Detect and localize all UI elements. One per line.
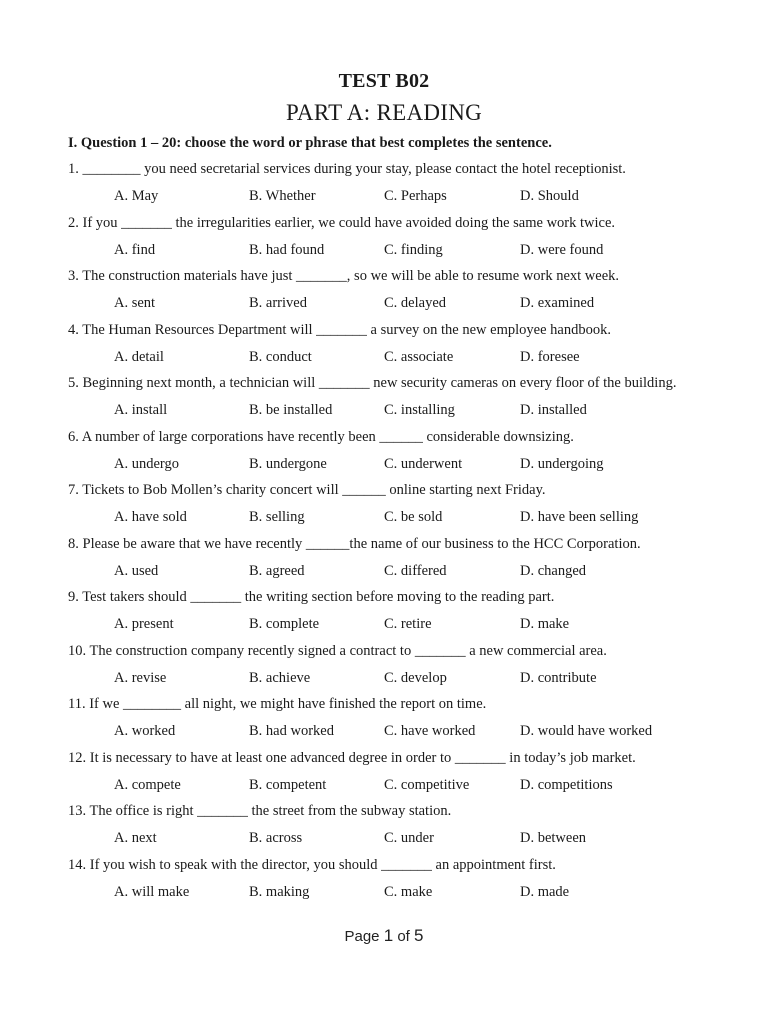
answer-option-c: C. finding: [384, 241, 443, 258]
question-item: [68, 212, 748, 266]
answer-option-c: C. associate: [384, 348, 454, 365]
answer-option-b: B. had found: [249, 241, 325, 258]
answer-options: [68, 456, 748, 476]
of-word: of: [397, 928, 410, 945]
answer-option-a: A. will make: [114, 883, 190, 900]
answer-option-b: B. across: [249, 830, 303, 846]
answer-option-c: C. under: [384, 830, 434, 846]
answer-options: [68, 509, 748, 529]
current-page-number: 1: [383, 926, 394, 945]
answer-option-d: D. would have worked: [520, 723, 653, 739]
answer-option-a: A. May: [114, 188, 159, 204]
total-pages-number: 5: [414, 926, 424, 945]
page-footer: [0, 926, 768, 946]
answer-option-b: B. Whether: [249, 188, 316, 204]
question-item: [68, 854, 748, 908]
question-text: 1. ________ you need secretarial services during your stay, please contact the hotel receptionist.: [68, 161, 626, 177]
question-item: [68, 319, 748, 373]
answer-option-a: A. compete: [114, 776, 181, 793]
answer-options: [68, 884, 748, 904]
answer-options: [68, 563, 748, 583]
answer-options: [68, 616, 748, 636]
answer-option-d: D. were found: [520, 241, 604, 258]
part-title: PART A: READING: [285, 100, 483, 125]
question-list: [68, 158, 748, 907]
answer-option-b: B. making: [249, 883, 310, 900]
answer-options: [68, 402, 748, 422]
answer-option-d: D. Should: [520, 188, 579, 204]
answer-options: [68, 670, 748, 690]
answer-options: [68, 349, 748, 369]
question-text: 3. The construction materials have just _______, so we will be able to resume work next week.: [68, 268, 619, 284]
answer-option-d: D. make: [520, 616, 570, 632]
answer-option-d: D. examined: [520, 295, 595, 311]
question-item: [68, 533, 748, 587]
answer-option-c: C. develop: [384, 669, 447, 686]
answer-option-b: B. be installed: [249, 402, 333, 418]
question-item: [68, 265, 748, 319]
answer-option-d: D. installed: [520, 402, 587, 418]
answer-option-c: C. differed: [384, 562, 447, 579]
answer-option-a: A. worked: [114, 723, 176, 739]
answer-option-b: B. achieve: [249, 669, 311, 686]
answer-option-a: A. undergo: [114, 455, 179, 472]
answer-option-c: C. competitive: [384, 776, 470, 793]
question-text: 5. Beginning next month, a technician will _______ new security cameras on every floor of the building.: [68, 375, 677, 391]
answer-option-a: A. find: [114, 241, 156, 258]
page-word: Page: [344, 928, 380, 945]
answer-option-d: D. contribute: [520, 669, 597, 686]
question-text: 2. If you _______ the irregularities earlier, we could have avoided doing the same work twice.: [68, 214, 616, 231]
question-text: 6. A number of large corporations have recently been ______ considerable downsizing.: [68, 428, 574, 445]
answer-option-c: C. be sold: [384, 509, 443, 525]
answer-options: [68, 777, 748, 797]
answer-options: [68, 242, 748, 262]
answer-option-a: A. have sold: [114, 509, 187, 525]
answer-option-b: B. conduct: [249, 348, 312, 365]
answer-option-a: A. install: [114, 402, 168, 418]
question-item: [68, 800, 748, 854]
question-text: 9. Test takers should _______ the writing section before moving to the reading part.: [68, 589, 555, 605]
answer-option-a: A. revise: [114, 669, 167, 686]
answer-option-b: B. agreed: [249, 562, 305, 579]
answer-option-d: D. made: [520, 883, 570, 900]
answer-option-b: B. had worked: [249, 723, 334, 739]
question-text: 13. The office is right _______ the street from the subway station.: [68, 803, 452, 819]
answer-option-d: D. foresee: [520, 348, 580, 365]
answer-options: [68, 188, 748, 208]
answer-option-b: B. undergone: [249, 455, 327, 472]
answer-option-c: C. delayed: [384, 295, 447, 311]
question-item: [68, 372, 748, 426]
answer-option-d: D. changed: [520, 562, 587, 579]
question-item: [68, 426, 748, 480]
answer-options: [68, 295, 748, 315]
question-text: 11. If we ________ all night, we might have finished the report on time.: [68, 696, 487, 712]
question-item: [68, 747, 748, 801]
question-text: 4. The Human Resources Department will _______ a survey on the new employee handbook.: [68, 321, 611, 338]
answer-option-a: A. used: [114, 562, 159, 579]
question-item: [68, 479, 748, 533]
question-item: [68, 158, 748, 212]
answer-option-c: C. make: [384, 883, 433, 900]
question-item: [68, 693, 748, 747]
answer-option-c: C. Perhaps: [384, 188, 447, 204]
question-text: 7. Tickets to Bob Mollen’s charity concert will ______ online starting next Friday.: [68, 482, 546, 498]
answer-option-b: B. competent: [249, 776, 327, 793]
answer-option-d: D. have been selling: [520, 509, 639, 525]
answer-option-b: B. complete: [249, 616, 320, 632]
answer-option-c: C. installing: [384, 402, 455, 418]
answer-option-d: D. undergoing: [520, 455, 604, 472]
test-title: TEST B02: [338, 70, 430, 92]
answer-option-b: B. selling: [249, 509, 305, 525]
question-text: 12. It is necessary to have at least one advanced degree in order to _______ in today’s job market.: [68, 749, 636, 766]
answer-option-a: A. present: [114, 616, 174, 632]
answer-option-c: C. underwent: [384, 455, 463, 472]
answer-options: [68, 830, 748, 850]
question-text: 14. If you wish to speak with the director, you should _______ an appointment first.: [68, 856, 556, 873]
answer-option-a: A. detail: [114, 348, 164, 365]
answer-option-a: A. next: [114, 830, 157, 846]
question-item: [68, 586, 748, 640]
answer-options: [68, 723, 748, 743]
answer-option-c: C. have worked: [384, 723, 476, 739]
answer-option-b: B. arrived: [249, 295, 307, 311]
question-text: 8. Please be aware that we have recently ______the name of our business to the HCC Corporation.: [68, 535, 641, 552]
answer-option-d: D. between: [520, 830, 587, 846]
answer-option-d: D. competitions: [520, 776, 613, 793]
question-text: 10. The construction company recently signed a contract to _______ a new commercial area.: [68, 642, 607, 659]
answer-option-c: C. retire: [384, 616, 432, 632]
section-instruction: I. Question 1 – 20: choose the word or phrase that best completes the sentence.: [68, 135, 552, 151]
question-item: [68, 640, 748, 694]
answer-option-a: A. sent: [114, 295, 156, 311]
